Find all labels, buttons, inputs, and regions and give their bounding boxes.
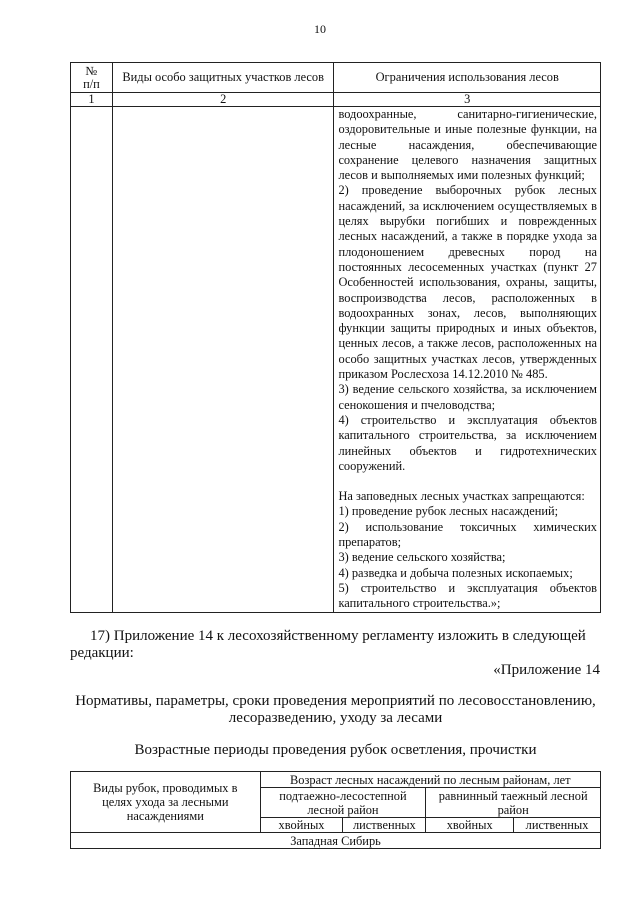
header-cutting-types: Виды рубок, проводимых в целях ухода за лесными насаждениями bbox=[71, 772, 261, 833]
age-periods-subtitle: Возрастные периоды проведения рубок осветления, прочистки bbox=[134, 742, 537, 758]
reserve-item-3: 3) ведение сельского хозяйства; bbox=[338, 550, 506, 565]
col-number-2: 2 bbox=[112, 93, 334, 107]
page-number: 10 bbox=[314, 22, 326, 36]
reserve-heading: На заповедных лесных участках запрещаются: bbox=[338, 489, 585, 504]
restrictions-text bbox=[334, 107, 601, 613]
header-forest-age: Возраст лесных насаждений по лесным районам, лет bbox=[260, 772, 600, 788]
reserve-item-4: 4) разведка и добыча полезных ископаемых; bbox=[338, 565, 573, 580]
header-kinds: Виды особо защитных участков лесов bbox=[112, 63, 334, 93]
paragraph-17: 17) Приложение 14 к лесохозяйственному регламенту изложить в следующей bbox=[90, 628, 586, 644]
appendix-label: «Приложение 14 bbox=[493, 662, 600, 678]
paragraph-17-continuation: редакции: bbox=[70, 645, 134, 661]
header-deciduous-1: лиственных bbox=[343, 818, 426, 833]
header-coniferous-2: хвойных bbox=[426, 818, 514, 833]
empty-cell-number bbox=[71, 107, 113, 613]
header-taiga-district: равнинный таежный лесной район bbox=[426, 788, 601, 818]
col-number-1: 1 bbox=[71, 93, 113, 107]
restriction-item-3: 3) ведение сельского хозяйства, за исключением сенокошения и пчеловодства; bbox=[338, 382, 597, 412]
norms-title-line2: лесоразведению, уходу за лесами bbox=[228, 710, 443, 726]
reserve-item-1: 1) проведение рубок лесных насаждений; bbox=[338, 504, 559, 519]
restriction-item-4: 4) строительство и эксплуатация объектов капитального строительства, за исключением линейных объектов и гидротехнических сооружений. bbox=[338, 412, 597, 473]
restriction-part1: водоохранные, санитарно-гигиенические, оздоровительные и иные полезные функции, на лесные насаждения, обеспечивающие сохранение целевого назначения защитных лесов и выполняемых ими полезных функций; bbox=[338, 107, 597, 183]
header-deciduous-2: лиственных bbox=[514, 818, 601, 833]
header-coniferous-1: хвойных bbox=[260, 818, 343, 833]
empty-cell-kind bbox=[112, 107, 334, 613]
reserve-item-5: 5) строительство и эксплуатация объектов капитального строительства.»; bbox=[338, 580, 597, 611]
restrictions-table bbox=[70, 62, 601, 613]
norms-title-line1: Нормативы, параметры, сроки проведения мероприятий по лесовосстановлению, bbox=[75, 693, 596, 709]
header-restrictions: Ограничения использования лесов bbox=[334, 63, 601, 93]
reserve-item-2: 2) использование токсичных химических препаратов; bbox=[338, 519, 597, 550]
region-row-west-siberia: Западная Сибирь bbox=[71, 833, 601, 849]
header-number: № п/п bbox=[71, 63, 113, 93]
restriction-item-2: 2) проведение выборочных рубок лесных насаждений, за исключением осуществляемых в целях вырубки погибших и поврежденных лесных насаждений, а также в порядке ухода за плодоношением древесных пород на постоянных лесосеменных участках (пункт 27 Особенностей использования, охраны, защиты, воспроизводства лесов, расположенных в водоохранных зонах, лесов, выполняющих функции защиты природных и иных объектов, ценных лесов, а также лесов, расположенных на особо защитных участках лесов, утвержденных приказом Рослесхоза 14.12.2010 № 485. bbox=[338, 183, 597, 382]
age-periods-table bbox=[70, 771, 601, 849]
col-number-3: 3 bbox=[334, 93, 601, 107]
header-subtaiga-district: подтаежно-лесостепной лесной район bbox=[260, 788, 426, 818]
